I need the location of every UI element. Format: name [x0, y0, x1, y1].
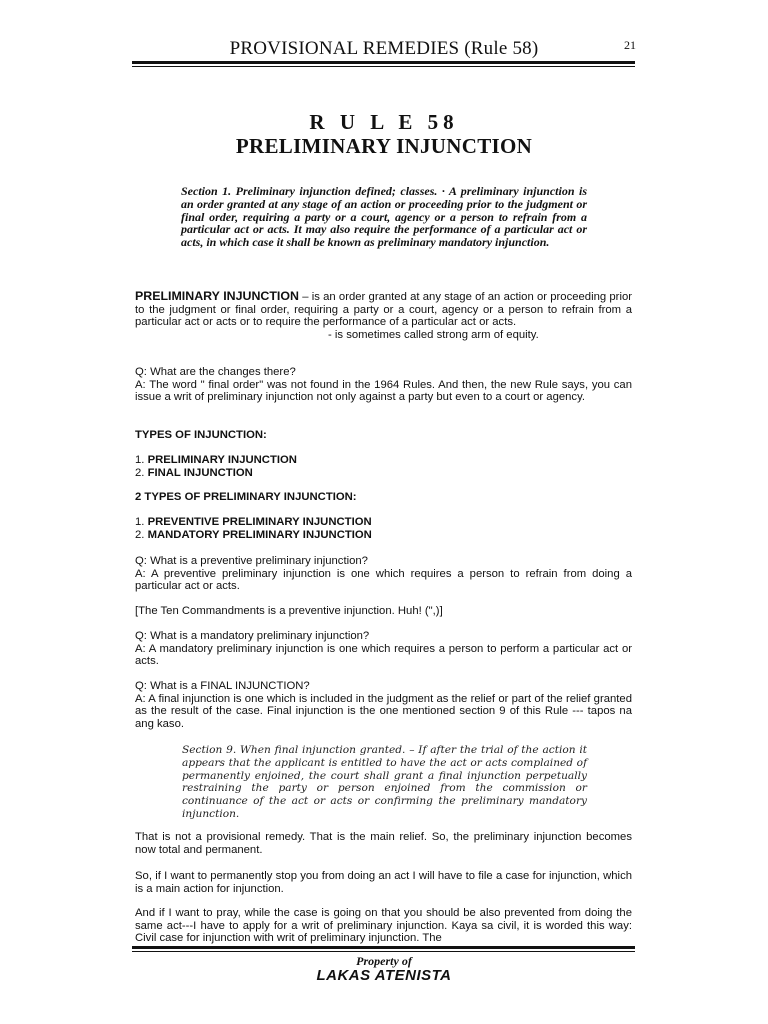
- definition-aside: - is sometimes called strong arm of equity.: [328, 328, 539, 341]
- definition-text: – is an order granted at any stage of an action or proceeding prior to the judgment or final order, requiring a party or a court, agency or a person to refrain from a particular act or acts or to require the performance of a particular act or acts.: [135, 291, 632, 328]
- paragraph: And if I want to pray, while the case is going on that you should be also prevented from doing the same act---I have to apply for a writ of preliminary injunction. Kaya sa civil, it is worded this way: Civil case for injunction with writ of preliminary injunction. The: [135, 907, 632, 944]
- paragraph: So, if I want to permanently stop you from doing an act I will have to file a case for injunction, which is a main action for injunction.: [135, 870, 632, 895]
- qa-changes: [135, 366, 632, 404]
- question: Q: What is a preventive preliminary injunction?: [135, 555, 368, 567]
- question: Q: What is a FINAL INJUNCTION?: [135, 680, 310, 692]
- note-line: [The Ten Commandments is a preventive injunction. Huh! (",)]: [135, 605, 443, 617]
- list-item: 2. MANDATORY PRELIMINARY INJUNCTION: [135, 528, 372, 541]
- header-rule-thin: [132, 66, 635, 67]
- list-item: 1. PRELIMINARY INJUNCTION: [135, 454, 297, 466]
- answer: A: A mandatory preliminary injunction is one which requires a person to perform a particular act or acts.: [135, 642, 632, 667]
- running-header: PROVISIONAL REMEDIES (Rule 58): [229, 38, 539, 59]
- rule-name-title: PRELIMINARY INJUNCTION: [235, 134, 533, 158]
- rule-number-title: R U L E 58: [309, 110, 459, 134]
- paragraph: That is not a provisional remedy. That is the main relief. So, the preliminary injunction becomes now total and permanent.: [135, 831, 632, 856]
- section-1-quote: Section 1. Preliminary injunction defined; classes. · A preliminary injunction is an order granted at any stage of an action or proceeding prior to the judgment or final order, requiring a party or a court, agency or a person to refrain from a particular act or acts. It may also require the performance of a particular act or acts, in which case it shall be known as preliminary mandatory injunction.: [181, 184, 587, 250]
- types-of-injunction: [135, 429, 632, 479]
- footer-rule-thin: [132, 951, 635, 952]
- answer: A: A final injunction is one which is included in the judgment as the relief or part of the relief granted as the result of the case. Final injunction is the one mentioned section 9 of this Rule --- tapos na ang kaso.: [135, 692, 632, 730]
- types-of-preliminary-injunction: [135, 491, 632, 541]
- footer-property-of: Property of: [356, 954, 412, 968]
- definition-term: PRELIMINARY INJUNCTION: [135, 289, 299, 303]
- section-heading: 2 TYPES OF PRELIMINARY INJUNCTION:: [135, 491, 357, 503]
- definition-block: [135, 290, 632, 341]
- question: Q: What is a mandatory preliminary injunction?: [135, 630, 370, 642]
- qa-final: [135, 680, 632, 730]
- qa-mandatory: [135, 630, 632, 668]
- page-number: 21: [624, 38, 636, 52]
- footer-rule-thick: [132, 946, 635, 949]
- answer: A: A preventive preliminary injunction is one which requires a person to refrain from doing a particular act or acts.: [135, 567, 632, 592]
- question: Q: What are the changes there?: [135, 366, 296, 378]
- list-item: 2. FINAL INJUNCTION: [135, 466, 253, 479]
- qa-preventive: [135, 555, 632, 593]
- footer-organization: LAKAS ATENISTA: [316, 967, 452, 984]
- section-heading: TYPES OF INJUNCTION:: [135, 429, 267, 441]
- header-rule-thick: [132, 61, 635, 64]
- section-9-quote: Section 9. When final injunction granted. – If after the trial of the action it appears that the applicant is entitled to have the act or acts complained of permanently enjoined, the court shall grant a final injunction perpetually restraining the party or person enjoined from the commission or continuance of the act or acts or confirming the preliminary mandatory injunction.: [182, 744, 587, 820]
- list-item: 1. PREVENTIVE PRELIMINARY INJUNCTION: [135, 516, 372, 528]
- answer: A: The word " final order" was not found in the 1964 Rules. And then, the new Rule says, you can issue a writ of preliminary injunction not only against a party but even to a court or agency.: [135, 378, 632, 403]
